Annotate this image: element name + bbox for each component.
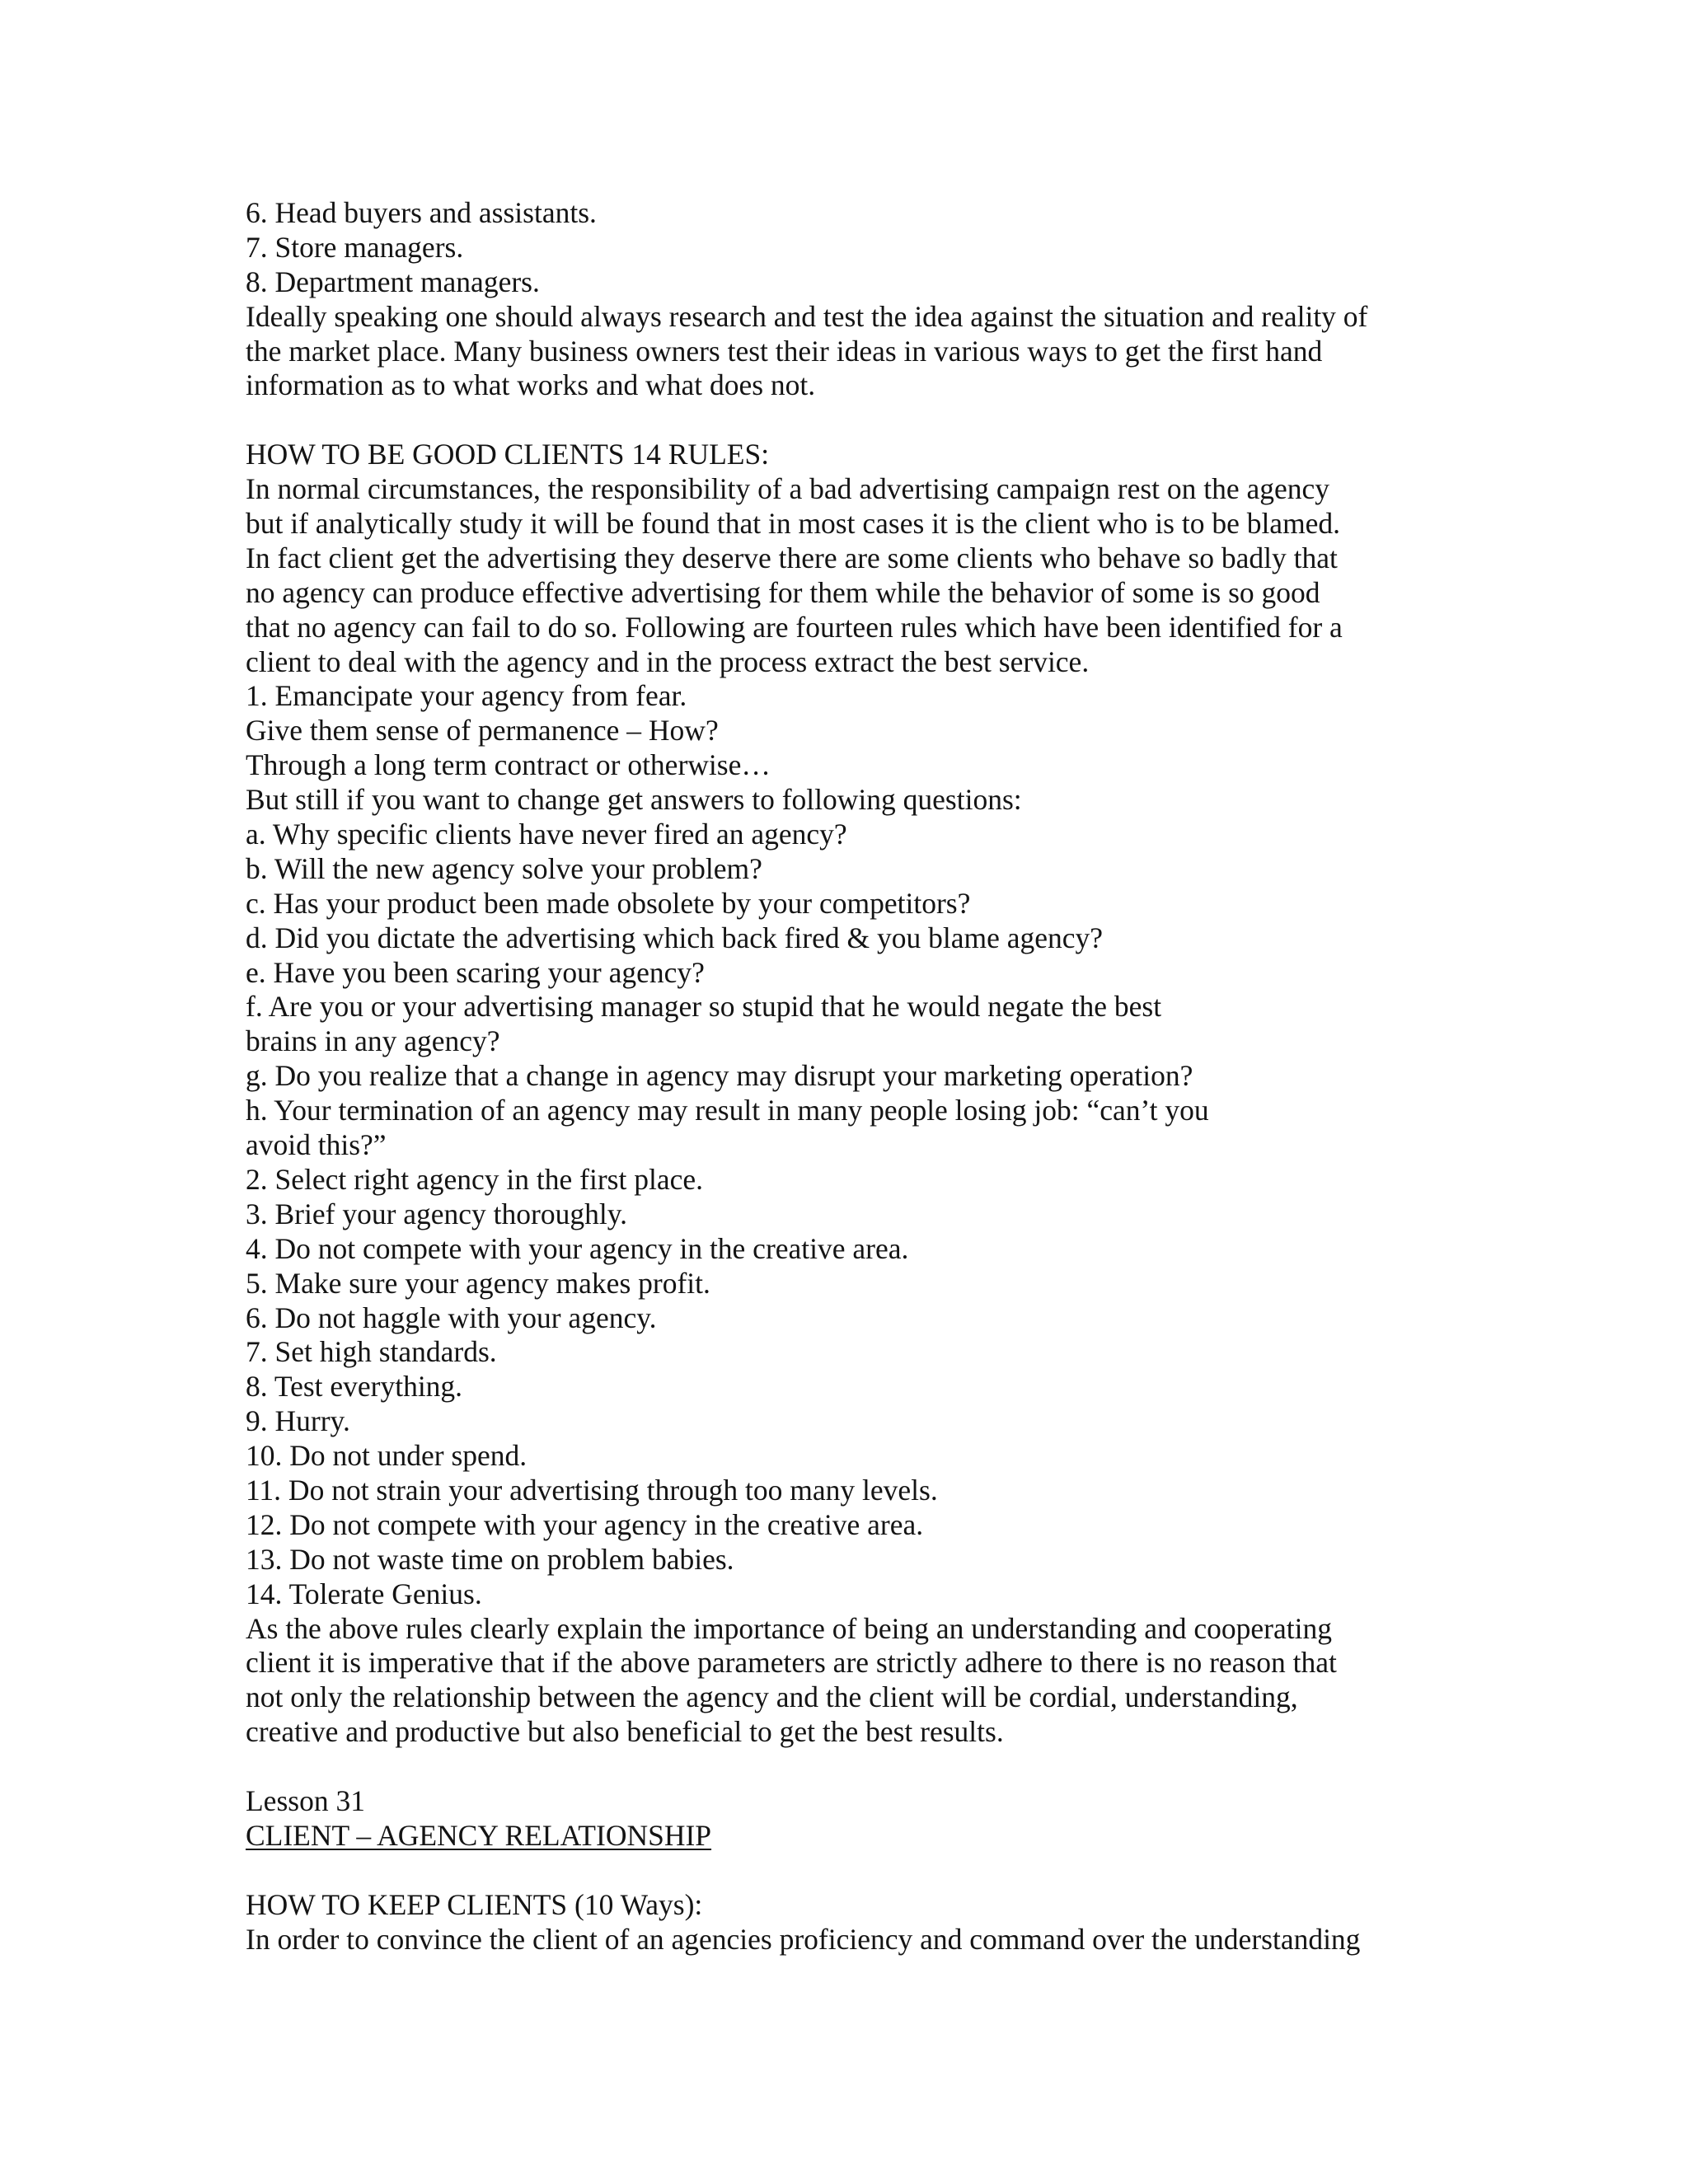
- rule-item: 11. Do not strain your advertising through too many levels.: [246, 1473, 938, 1507]
- question-item: avoid this?”: [246, 1128, 387, 1162]
- question-item: g. Do you realize that a change in agency may disrupt your marketing operation?: [246, 1059, 1193, 1093]
- paragraph-line: In normal circumstances, the responsibility of a bad advertising campaign rest on the agency: [246, 472, 1330, 506]
- rule-item: 12. Do not compete with your agency in the creative area.: [246, 1507, 924, 1541]
- rule-note: But still if you want to change get answers to following questions:: [246, 783, 1022, 817]
- rule-note: Through a long term contract or otherwise…: [246, 748, 771, 782]
- question-item: e. Have you been scaring your agency?: [246, 955, 705, 989]
- question-item: d. Did you dictate the advertising which back fired & you blame agency?: [246, 921, 1104, 954]
- rule-item: 5. Make sure your agency makes profit.: [246, 1266, 710, 1300]
- question-item: b. Will the new agency solve your problem?: [246, 851, 762, 885]
- lesson-title: [246, 1819, 1432, 1854]
- rule-item: 2. Select right agency in the first place.: [246, 1162, 703, 1196]
- list-item: 6. Head buyers and assistants.: [246, 196, 597, 229]
- question-item: c. Has your product been made obsolete by your competitors?: [246, 886, 971, 920]
- blank-line: [246, 403, 1432, 438]
- question-item: h. Your termination of an agency may result in many people losing job: “can’t you: [246, 1094, 1209, 1127]
- paragraph-line: In fact client get the advertising they deserve there are some clients who behave so badly that: [246, 541, 1338, 574]
- blank-line: [246, 1750, 1432, 1784]
- paragraph-line: In order to convince the client of an agencies proficiency and command over the understanding: [246, 1922, 1361, 1956]
- paragraph-line: creative and productive but also beneficial to get the best results.: [246, 1715, 1004, 1749]
- list-item: 8. Department managers.: [246, 265, 540, 298]
- rule-item: 10. Do not under spend.: [246, 1439, 528, 1473]
- paragraph-line: client it is imperative that if the above parameters are strictly adhere to there is no reason that: [246, 1646, 1337, 1680]
- rule-item: 1. Emancipate your agency from fear.: [246, 679, 687, 713]
- rule-note: Give them sense of permanence – How?: [246, 714, 719, 748]
- section-heading: HOW TO KEEP CLIENTS (10 Ways):: [246, 1887, 703, 1921]
- rule-item: 6. Do not haggle with your agency.: [246, 1301, 657, 1334]
- paragraph-line: As the above rules clearly explain the importance of being an understanding and cooperating: [246, 1611, 1332, 1645]
- rule-item: 13. Do not waste time on problem babies.: [246, 1542, 734, 1576]
- rule-item: 3. Brief your agency thoroughly.: [246, 1197, 628, 1230]
- paragraph-line: not only the relationship between the agency and the client will be cordial, understanding,: [246, 1680, 1298, 1714]
- lesson-number: Lesson 31: [246, 1783, 365, 1817]
- page-content: [246, 196, 1432, 1957]
- paragraph-line: the market place. Many business owners test their ideas in various ways to get the first hand: [246, 334, 1323, 368]
- section-heading: HOW TO BE GOOD CLIENTS 14 RULES:: [246, 438, 770, 471]
- rule-item: 4. Do not compete with your agency in the creative area.: [246, 1231, 909, 1265]
- rule-item: 7. Set high standards.: [246, 1335, 497, 1369]
- list-item: 7. Store managers.: [246, 230, 464, 264]
- paragraph-line: but if analytically study it will be found that in most cases it is the client who is to be blamed.: [246, 507, 1341, 541]
- question-item: f. Are you or your advertising manager so stupid that he would negate the best: [246, 990, 1162, 1024]
- question-item: a. Why specific clients have never fired an agency?: [246, 818, 847, 851]
- blank-line: [246, 1854, 1432, 1888]
- rule-item: 9. Hurry.: [246, 1404, 350, 1438]
- rule-item: 14. Tolerate Genius.: [246, 1577, 482, 1610]
- paragraph-line: information as to what works and what does not.: [246, 368, 816, 402]
- lesson-title-text: CLIENT – AGENCY RELATIONSHIP: [246, 1818, 712, 1852]
- rule-item: 8. Test everything.: [246, 1370, 463, 1404]
- question-item: brains in any agency?: [246, 1024, 500, 1058]
- paragraph-line: client to deal with the agency and in the process extract the best service.: [246, 644, 1090, 678]
- paragraph-line: that no agency can fail to do so. Following are fourteen rules which have been identified for a: [246, 610, 1343, 644]
- paragraph-line: Ideally speaking one should always research and test the idea against the situation and reality of: [246, 299, 1368, 333]
- paragraph-line: no agency can produce effective advertising for them while the behavior of some is so good: [246, 575, 1320, 609]
